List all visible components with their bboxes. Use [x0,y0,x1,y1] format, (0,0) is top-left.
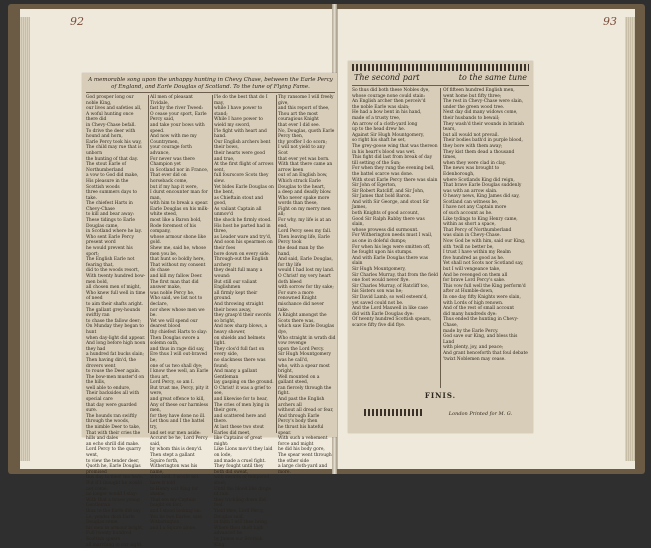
ballad-column-5: So thus did both these Nobles dye, whose courage none could stain: An English archer then perceiv'd the noble Earle was slain; He had a bow bent in his hand, made of a trusty tree, An arrow of a cloth-yard long up to the head drew he. Against Sir Hugh Mountgomery, so right his shaft he set, The grey-goose wing that was thereon in his heart's blood was wet. This fight did last from break of day till setting of the Sun; For when they rung the evening bell, the battel scarce was done. With stout Earle Percy there was slain Sir John of Egerton, Sir Robert Ratcliff, and Sir John, Sir James that bold Baron. And with Sir George, and stout Sir James, both Knights of good account, Good Sir Ralph Rabby there was slain, whose prowess did surmount. For Witherington needs must I wail, as one in doleful dumps; For when his legs were smitten off, he fought upon his stumps. And with Earle Douglas there was slain Sir Hugh Mountgomery, Sir Charles Murray, that from the field one foot would never flye. Sir Charles Murray, of Ratcliff too, his Sisters son was he; Sir David Lamb, so well esteem'd, yet saved could not be. And the Lord Maxwell in like case did with Earle Douglas dye: Of twenty hundred Scottish spears, scarce fifty five did flye. [352,88,438,328]
ballad-column-2: All men of pleasant Tividale, fast by the river Tweed: O cease your sport, Earle Percy said, and take your bows with speed. And now with me my Countrymen, your courage forth advance, For never was there Champion yet in Scotland nor in France, That ever did on horseback come, but if my hap it were, I durst encounter man for man, with him to break a spear. Earle Douglas on his milk-white steed, most like a Baron bold, Rode foremost of his company, whose armour shone like gold. Shew me, said he, whose men you be, that hunt so boldly here, That without my consent do chase and kill my fallow Deer. The first man that did answer make, was noble Percy he, Who said, we list not to declare, nor shew whose men we be. Yet we will spend our dearest blood thy chiefest Harts to slay: Then Douglas swore a solemn oath, and thus in rage did say, Ere thus I will out-braved be, one of us two shall dye; I know thee well, an Earle thou art, Lord Percy, so am I. But trust me, Percy, pity it were, and great offence to kill, Any of these our harmless men, for they have done no ill. Let thou and I the battel try, and set our men aside: Accurst be he, Lord Percy said, by whom this is deny'd. Then stept a gallant Squire forth, Witherington was his name, Who said, I would not have it told to Henry our King for shame, That ere my Captain fought on foot, and I stood looking on: You be two Earles, said Witherington, and I a Squire alone. [150,95,209,531]
running-head-right: to the same tune [458,73,527,82]
head-rule [352,85,529,86]
left-page [20,9,336,548]
running-head [354,73,527,82]
column-divider [212,95,213,433]
column-divider [148,95,149,433]
folio-right: 93 [603,15,617,28]
column-divider [276,95,277,433]
imprint-line: London Printed for M. G. [448,411,513,417]
left-broadside-sheet [82,73,339,548]
page-edges-right [625,17,635,461]
ballad-column-3: I'le do the best that do I may, while I have power to stand; While I have power to wield my sword, I'le fight with heart and hand. Our English archers bent their bows, their hearts were good and true, At the first flight of arrows sent, full fourscore Scots they slew. Yet bides Earle Douglas on the bent, as Chieftain stout and good, As valiant Captain all unmov'd the shock he firmly stood. His host he parted had in three, as Leader ware and try'd, And soon his spearmen on their foes bore down on every side. Through-out the English archery they dealt full many a wound: But still our valiant Englishmen all firmly kept their ground. And throwing straight their bows away, they grasp'd their swords so bright, And now sharp blows, a heavy shower, on shields and helmets light. They clos'd full fast on every side, no slackness there was found; And many a gallant Gentleman lay gasping on the ground. O Christ! it was a grief to see, and likewise for to hear, The cries of men lying in their gore, and scattered here and there. At last these two stout Earles did meet, like Captains of great might: Like Lions mov'd they laid on lode, and made a cruel fight. They fought until they both did sweat, with swords of tempered steel; Until the blood like drops of rain they trickling down did feel. Yield thee, Lord Percy, Douglas said, in faith I will thee bring, Where thou shalt high advanced be by James our Scottish King. [214,95,274,548]
right-broadside-sheet [348,61,533,433]
top-ornament-border [352,64,529,71]
book [8,4,645,548]
bottom-ornament-left [364,409,424,416]
ballad-title: A memorable song upon the unhappy hunting in Chevy Chase, between the Earle Percy of England, and Earle Douglas of Scotland. To the tune of Flying Fame. [88,77,333,90]
column-divider [440,88,441,388]
ballad-column-6: Of fifteen hundred English men, went home but fifty three; The rest in Chevy-Chase were slain, under the green wood tree. Next day did many widows come, their husbands to bewail; They wash'd their wounds in brinish tears, but all would not prevail. Their bodies bath'd in purple blood, they bore with them away; They kist them dead a thousand times, when they were clad in clay. The news was brought to Edenborough, where Scotlands King did reign, That brave Earle Douglas suddenly was with an arrow slain. O heavy news, King James did say, Scotland can witness be, I have not any Captain more of such account as he. Like tydings to King Henry came, within as short a space, That Percy of Northumberland was slain in Chevy-Chase. Now God be with him, said our King, sith 'twill no better be, I trust I have within my Realm five hundred as good as he. Yet shall not Scots nor Scotland say, but I will vengeance take, And be revenged on them all for brave Lord Percy's sake. This vow full well the King perform'd after at Humble-down, In one day fifty Knights were slain, with Lords of high renown. And of the rest of small account did many hundreds dye: Thus ended the hunting in Chevy-Chase, made by the Earle Percy. God save our King, and bless this Land with plenty, joy, and peace; And grant henceforth that foul debate 'twixt Noblemen may cease. [443,88,528,362]
ballad-column-1: God prosper long our noble King, our lives and safeties all, A woful hunting once there did in Chevy-Chase befall. To drive the deer with hound and horn, Earle Percy took his way, The child may rue that is unborn the hunting of that day. The stout Earle of Northumberland a vow to God did make, His pleasure in the Scottish woods three summers days to take. The chiefest Harts in Chevy-Chase to kill and bear away: These tidings to Earle Douglas came, in Scotland where he lay. Who sent Earle Percy present word he would prevent his sport; The English Earle not fearing that, did to the woods resort, With twenty hundred bow-men bold, all chosen men of might, Who knew full well in time of need to aim their shafts aright. The gallant grey-hounds swiftly ran to chase the fallow deer; On Munday they began to hunt when day-light did appear. And long before high noon they had a hundred fat bucks slain; Then having din'd, the drovers went to rouse the Deer again. The bow-men muster'd on the hills, well able to endure, Their backsides all with special care that day were guarded sure. The hounds ran swiftly through the woods, the nimble Deer to take, That with their cries the hills and dales an echo shrill did make. Lord Percy to the quarry went, to view the tender deer, Quoth he, Earle Douglas promised this day to meet me here. But if I thought he would not come, no longer would I stay: With that a brave young Gentleman thus to the Earle did say, Lo, yonder doth Earle Douglas come, his men in armour bright, Full twenty hundred Scottish spears all marching in our sight. [86,95,146,548]
title-rule [86,92,335,93]
page-edges-left [20,17,30,461]
ballad-column-4: Thy ransome I will freely give, and this report of thee, Thou art the most couragious Knight that ever I did see. No, Douglas, quoth Earle Percy then, thy proffer I do scorn; I will not yield to any Scot that ever yet was born. With that there came an arrow keen out of an English bow, Which struck Earle Douglas to the heart, a deep and deadly blow. Who never spake more words than these, Fight on my merry men all; For why, my life is at an end, Lord Percy sees my fall. Then leaving life, Earle Percy took the dead man by the hand, And said, Earle Douglas, for thy life would I had lost my land. O Christ! my very heart doth bleed with sorrow for thy sake; For sure a more renowned Knight mischance did never take. A Knight amongst the Scots there was, which saw Earle Douglas dye, Who straight in wrath did vow revenge upon the Lord Percy. Sir Hugh Mountgomery was he call'd, who, with a spear most bright, Well mounted on a gallant steed, ran fiercely through the fight. And past the English archers all without all dread or fear, And through Earle Percy's body then he thrust his hateful spear. With such a vehement force and might he did his body gore, The spear went through the other side a large cloth-yard and more. [278,95,336,475]
running-head-left: The second part [354,73,420,82]
folio-left: 92 [70,15,84,28]
right-page [337,9,635,469]
finis-label: FINIS. [424,391,457,400]
